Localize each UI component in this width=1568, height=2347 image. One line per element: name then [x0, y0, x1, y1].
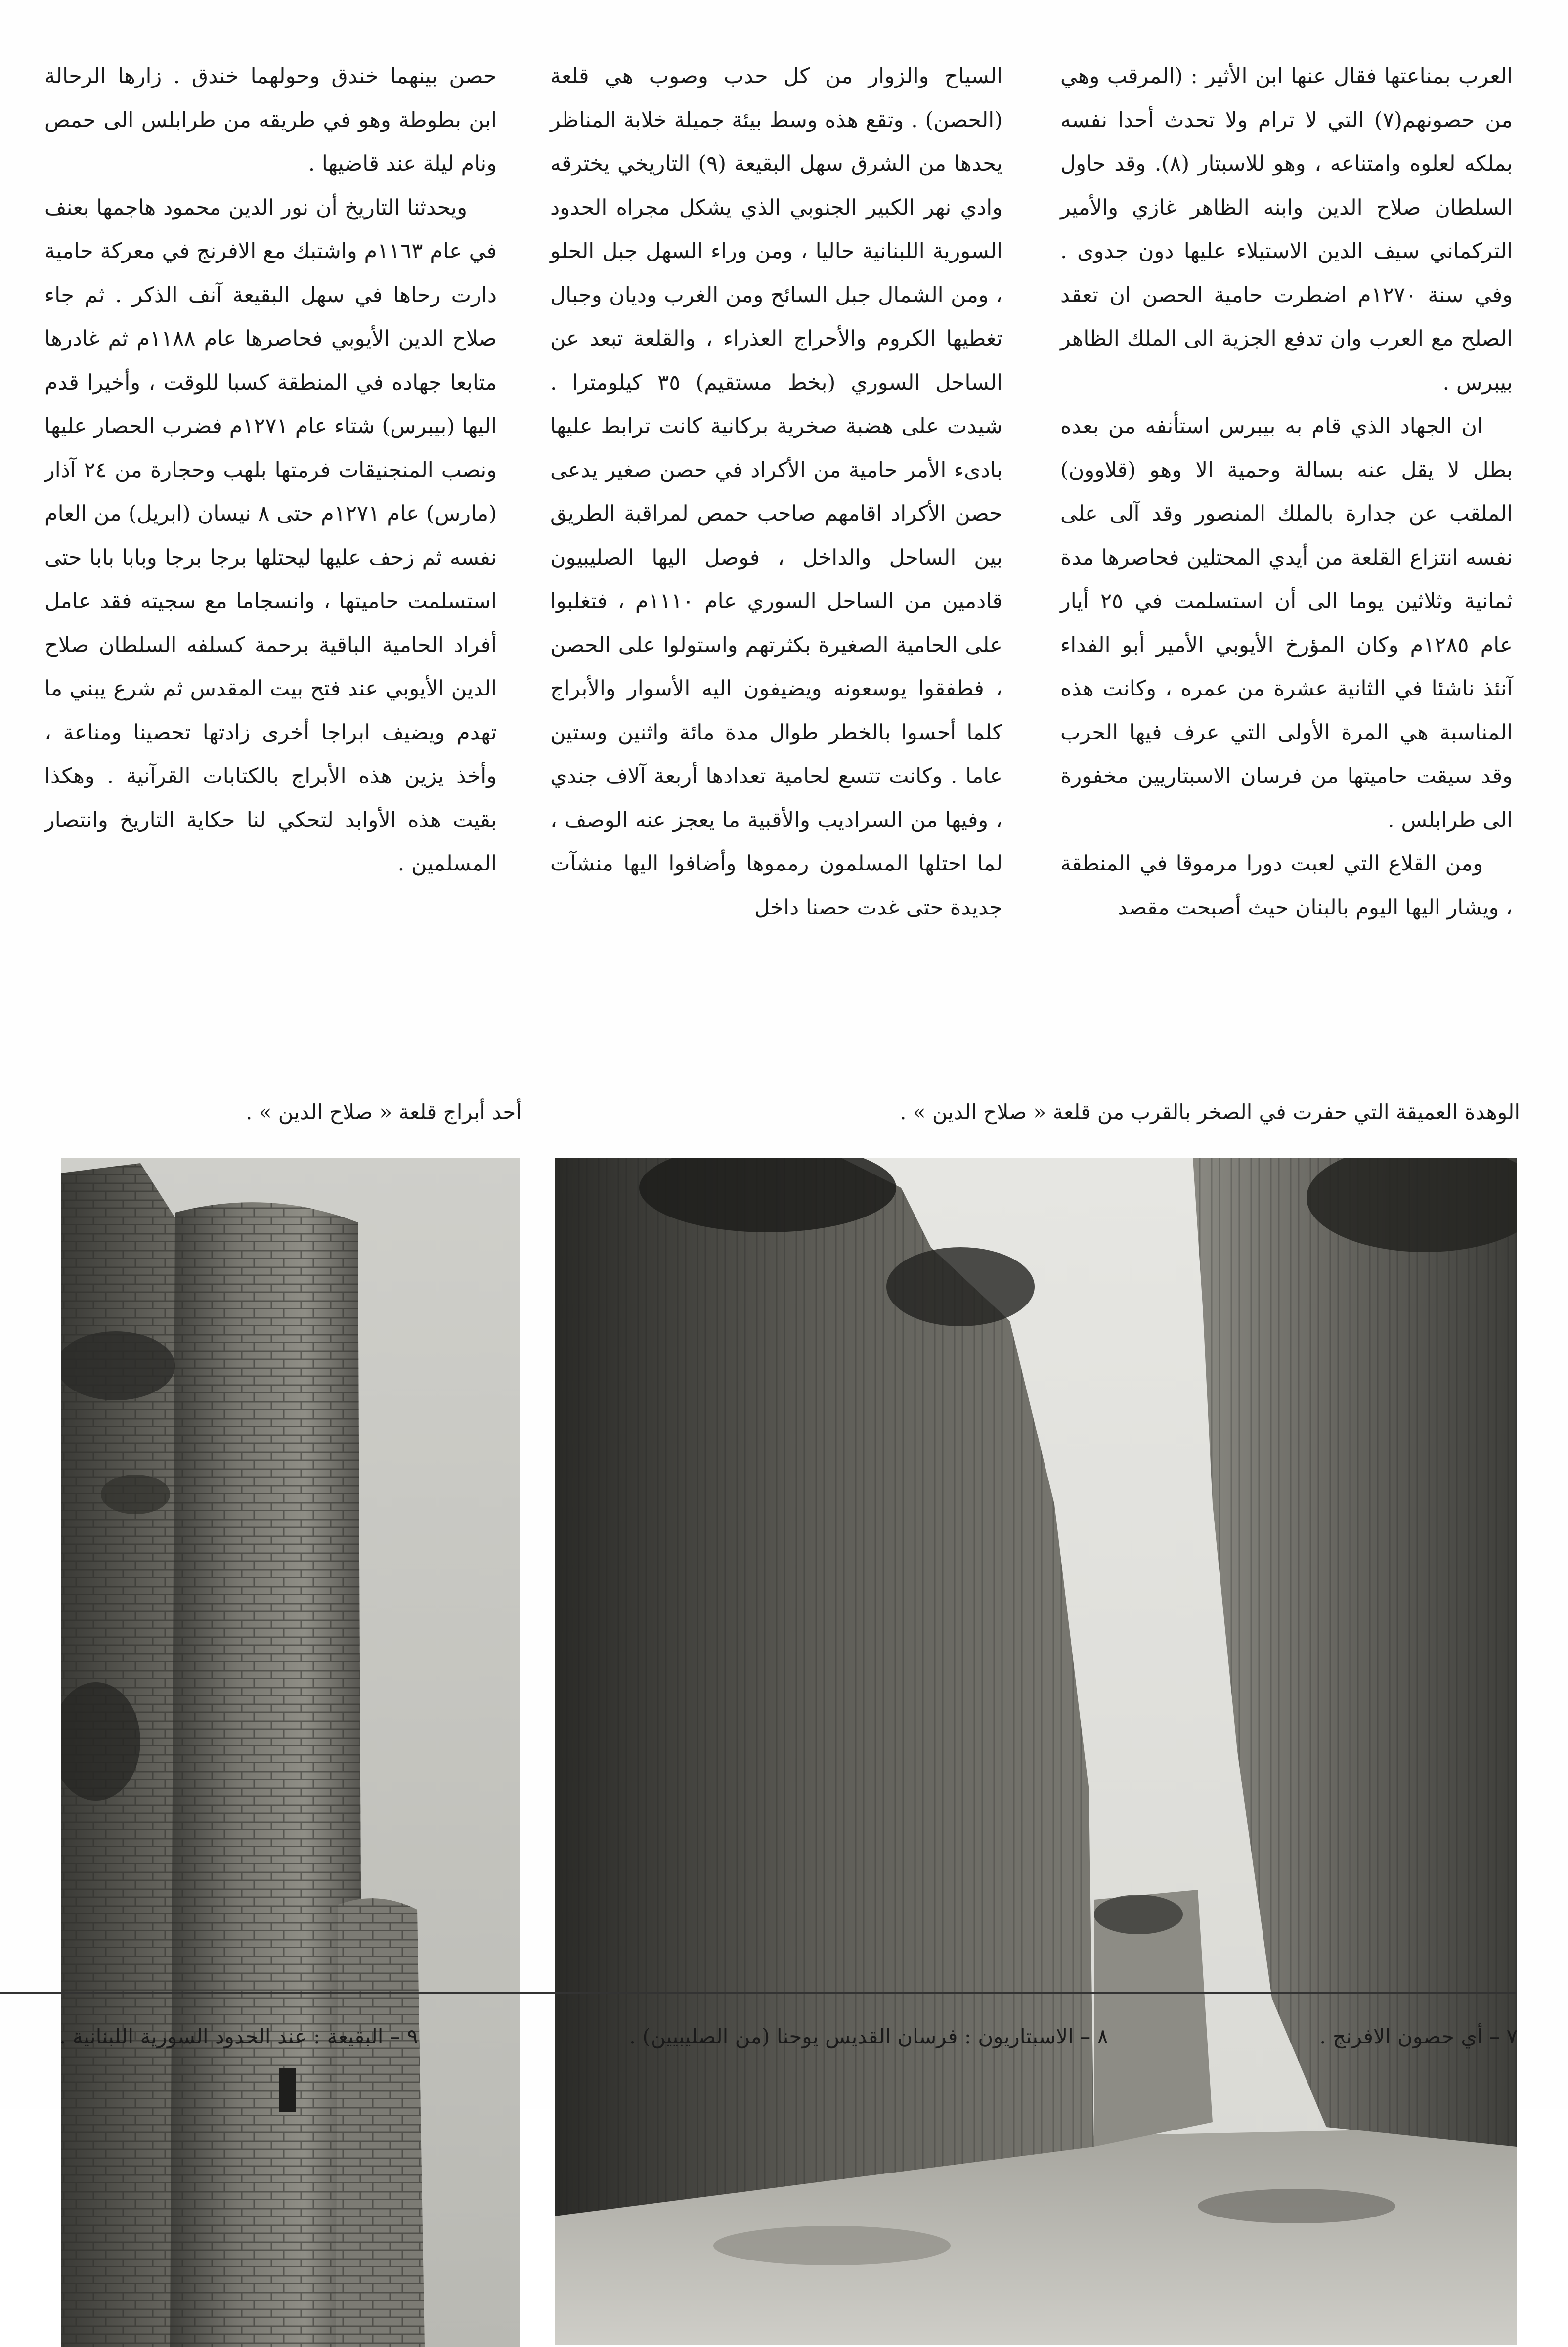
- article-column-right: [1060, 54, 1513, 929]
- rock-ravine-image: [555, 1158, 1517, 2345]
- photo-caption-tower: أحد أبراج قلعة « صلاح الدين » .: [246, 1100, 522, 1124]
- footnote-8: ٨ – الاسبتاريون : فرسان القديس يوحنا (من الصليبيين) .: [629, 2024, 1109, 2048]
- paragraph: ويحدثنا التاريخ أن نور الدين محمود هاجمها بعنف في عام ١١٦٣م واشتبك مع الافرنج في معركة حامية دارت رحاها في سهل البقيعة آنف الذكر . ثم جاء صلاح الدين الأيوبي فحاصرها عام ١١٨٨م ثم غادرها متابعا جهاده في المنطقة كسبا للوقت ، وأخيرا قدم اليها (بيبرس) شتاء عام ١٢٧١م فضرب الحصار عليها ونصب المنجنيقات فرمتها بلهب وحجارة من ٢٤ آذار (مارس) عام ١٢٧١م حتى ٨ نيسان (ابريل) من العام نفسه ثم زحف عليها ليحتلها برجا برجا وبابا بابا حتى استسلمت حاميتها ، وانسجاما مع سجيته فقد عامل أفراد الحامية الباقية برحمة كسلفه السلطان صلاح الدين الأيوبي عند فتح بيت المقدس ثم شرع يبني ما تهدم ويضيف ابراجا أخرى زادتها تحصينا ومناعة ، وأخذ يزين هذه الأبراج بالكتابات القرآنية . وهكذا بقيت هذه الأوابد لتحكي لنا حكاية التاريخ وانتصار المسلمين .: [44, 195, 497, 876]
- footnote-divider: [0, 1992, 1517, 1994]
- footnote-9: ٩ – البقيعة : عند الحدود السورية اللبنانية .: [59, 2024, 418, 2048]
- paragraph: ان الجهاد الذي قام به بيبرس استأنفه من بعده بطل لا يقل عنه بسالة وحمية الا وهو (قلاوون) الملقب عن جدارة بالملك المنصور وقد آلى على نفسه انتزاع القلعة من أيدي المحتلين فحاصرها مدة ثمانية وثلاثين يوما الى أن استسلمت في ٢٥ أيار عام ١٢٨٥م وكان المؤرخ الأيوبي الأمير أبو الفداء آنئذ ناشئا في الثانية عشرة من عمره ، وكانت هذه المناسبة هي المرة الأولى التي عرف فيها الحرب وقد سيقت حاميتها من فرسان الاسبتاريين مخفورة الى طرابلس .: [1060, 414, 1513, 832]
- rock-ravine-photo: [555, 1158, 1517, 2345]
- paragraph: السياح والزوار من كل حدب وصوب هي قلعة (الحصن) . وتقع هذه وسط بيئة جميلة خلابة المناظر يحدها من الشرق سهل البقيعة (٩) التاريخي يخترقه وادي نهر الكبير الجنوبي الذي يشكل مجراه الحدود السورية اللبنانية حاليا ، ومن وراء السهل جبل الحلو ، ومن الشمال جبل السائح ومن الغرب وديان وجبال تغطيها الكروم والأحراج العذراء ، والقلعة تبعد عن الساحل السوري (بخط مستقيم) ٣٥ كيلومترا . شيدت على هضبة صخرية بركانية كانت ترابط عليها بادىء الأمر حامية من الأكراد في حصن صغير يدعى حصن الأكراد اقامهم صاحب حمص لمراقبة الطريق بين الساحل والداخل ، فوصل اليها الصليبيون قادمين من الساحل السوري عام ١١١٠م ، فتغلبوا على الحامية الصغيرة بكثرتهم واستولوا على الحصن ، فطفقوا يوسعونه ويضيفون اليه الأسوار والأبراج كلما أحسوا بالخطر طوال مدة مائة واثنين وستين عاما . وكانت تتسع لحامية تعدادها أربعة آلاف جندي ، وفيها من السراديب والأقبية ما يعجز عنه الوصف ، لما احتلها المسلمون رمموها وأضافوا اليها منشآت جديدة حتى غدت حصنا داخل: [550, 64, 1002, 920]
- paragraph: العرب بمناعتها فقال عنها ابن الأثير : (المرقب وهي من حصونهم(٧) التي لا ترام ولا تحدث أحدا نفسه بملكه لعلوه وامتناعه ، وهو للاسبتار (٨). وقد حاول السلطان صلاح الدين وابنه الظاهر غازي والأمير التركماني سيف الدين الاستيلاء عليها دون جدوى . وفي سنة ١٢٧٠م اضطرت حامية الحصن ان تعقد الصلح مع العرب وان تدفع الجزية الى الملك الظاهر بيبرس .: [1060, 64, 1513, 395]
- article-column-left: [44, 54, 497, 886]
- paragraph: حصن بينهما خندق وحولهما خندق . زارها الرحالة ابن بطوطة وهو في طريقه من طرابلس الى حمص ونام ليلة عند قاضيها .: [44, 64, 497, 176]
- photo-caption-ravine: الوهدة العميقة التي حفرت في الصخر بالقرب من قلعة « صلاح الدين » .: [900, 1100, 1520, 1124]
- article-column-middle: [550, 54, 1002, 929]
- castle-tower-photo: [61, 1158, 520, 2347]
- castle-tower-image: [61, 1158, 520, 2347]
- footnotes: [59, 2017, 1518, 2056]
- paragraph: ومن القلاع التي لعبت دورا مرموقا في المنطقة ، ويشار اليها اليوم بالبنان حيث أصبحت مقصد: [1060, 851, 1513, 920]
- footnote-7: ٧ – أي حصون الافرنج .: [1319, 2024, 1518, 2048]
